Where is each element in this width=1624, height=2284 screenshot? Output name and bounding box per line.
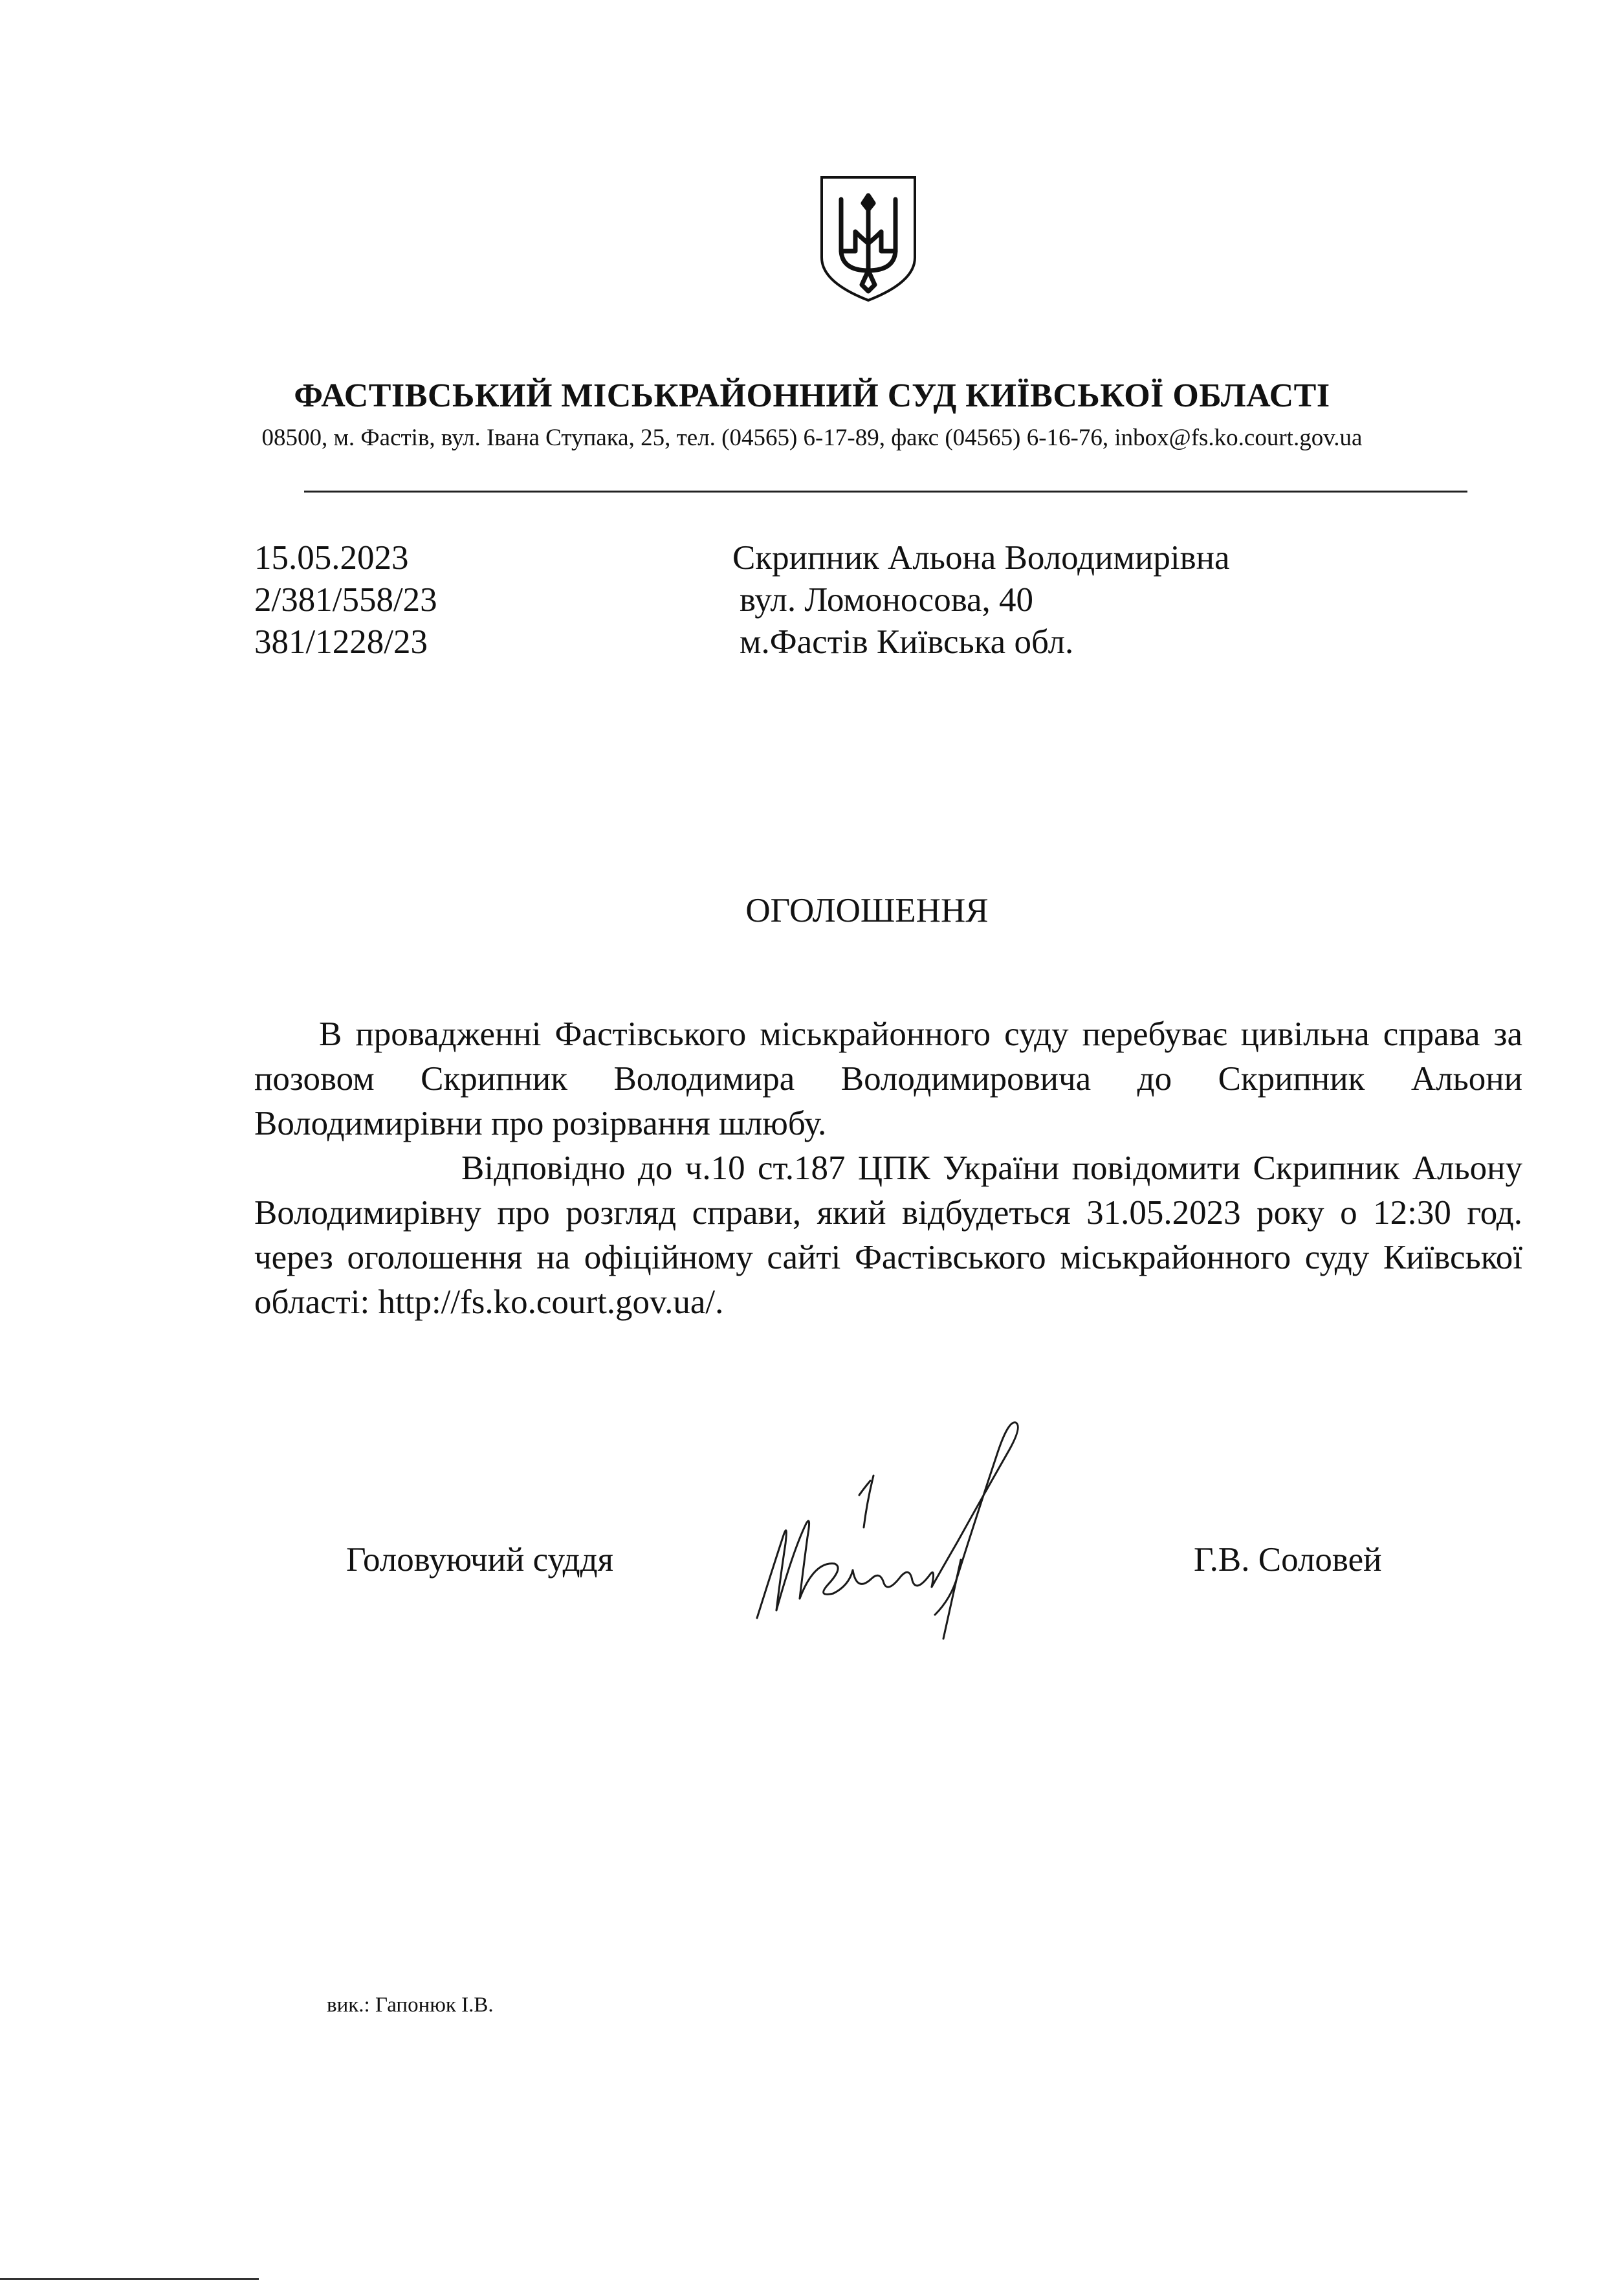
announcement-title: ОГОЛОШЕННЯ	[745, 892, 989, 929]
document-date: 15.05.2023	[254, 539, 409, 577]
case-number: 381/1228/23	[254, 623, 428, 661]
outgoing-number: 2/381/558/23	[254, 581, 437, 619]
executor-note: вик.: Гапонюк І.В.	[327, 1993, 494, 2017]
addressee-city: м.Фастів Київська обл.	[740, 623, 1074, 661]
presiding-judge-label: Головуючий суддя	[346, 1541, 613, 1579]
judge-name: Г.В. Соловей	[1194, 1541, 1382, 1579]
handwritten-signature	[738, 1404, 1100, 1644]
header-divider	[304, 491, 1467, 493]
ukraine-trident-emblem-icon	[817, 173, 920, 303]
page-edge-mark	[0, 2278, 259, 2280]
addressee-street: вул. Ломоносова, 40	[740, 581, 1034, 619]
body-paragraph-2: Відповідно до ч.10 ст.187 ЦПК України повідомити Скрипник Альону Володимирівну про розгляд справи, який відбудеться 31.05.2023 року о 12:30 год. через оголошення на офіційному сайті Фастівського міськрайонного суду Київської області: http://fs.ko.court.gov.ua/.	[254, 1149, 1522, 1321]
addressee-name: Скрипник Альона Володимирівна	[732, 539, 1230, 577]
court-contacts: 08500, м. Фастів, вул. Івана Ступака, 25, тел. (04565) 6-17-89, факс (04565) 6-16-76, inbox@fs.ko.court.gov.ua	[261, 425, 1363, 451]
announcement-body	[254, 1012, 1522, 1325]
court-name: ФАСТІВСЬКИЙ МІСЬКРАЙОННИЙ СУД КИЇВСЬКОЇ ОБЛАСТІ	[294, 377, 1330, 414]
body-paragraph-1: В провадженні Фастівського міськрайонного суду перебуває цивільна справа за позовом Скрипник Володимира Володимировича до Скрипник Альони Володимирівни про розірвання шлюбу.	[254, 1015, 1522, 1142]
